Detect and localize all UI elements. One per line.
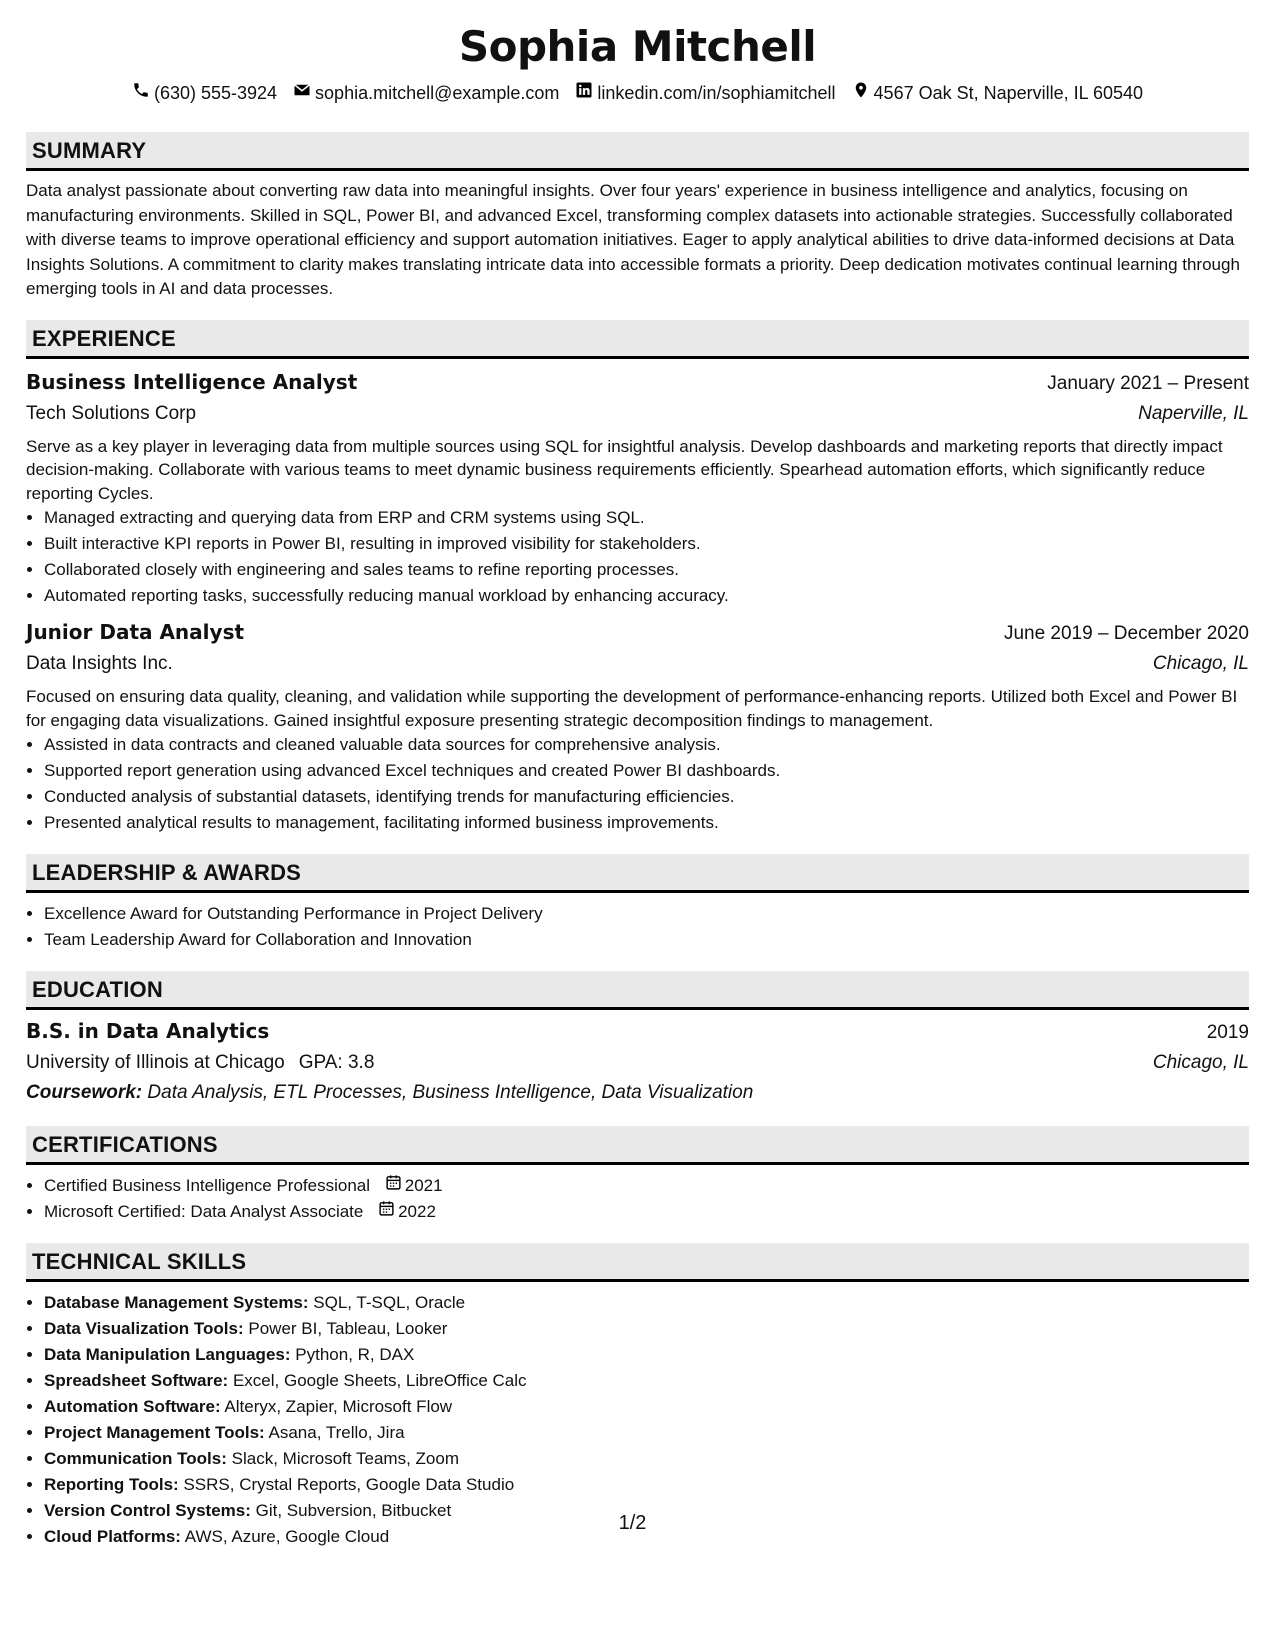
contact-phone[interactable] (132, 80, 277, 106)
skill-value: Slack, Microsoft Teams, Zoom (231, 1449, 459, 1468)
section-heading: EDUCATION (26, 971, 1249, 1010)
skill-value: Alteryx, Zapier, Microsoft Flow (224, 1397, 453, 1416)
skill-label: Version Control Systems: (44, 1501, 251, 1520)
certification-year: 2022 (398, 1202, 436, 1221)
contact-address (852, 80, 1144, 106)
list-item (44, 1173, 1249, 1199)
job-dates: January 2021 – Present (1047, 372, 1249, 394)
candidate-name: Sophia Mitchell (458, 22, 817, 71)
skill-value: Power BI, Tableau, Looker (248, 1319, 448, 1338)
certifications-section (26, 1126, 1249, 1225)
calendar-icon (378, 1199, 395, 1225)
skill-label: Data Manipulation Languages: (44, 1345, 291, 1364)
coursework-text: Data Analysis, ETL Processes, Business Intelligence, Data Visualization (147, 1082, 754, 1103)
skill-value: SSRS, Crystal Reports, Google Data Studio (183, 1475, 515, 1494)
linkedin-icon (575, 80, 593, 106)
skill-label: Spreadsheet Software: (44, 1371, 229, 1390)
phone-text: (630) 555-3924 (153, 83, 278, 103)
list-item (44, 1316, 1249, 1342)
list-item: • Team Leadership Award for Collaboration and Innovation (44, 927, 1249, 953)
list-item (44, 1290, 1249, 1316)
awards-list (26, 901, 1249, 953)
job-location: Naperville, IL (1138, 402, 1249, 424)
school-line (26, 1048, 374, 1078)
skill-label: Database Management Systems: (44, 1293, 309, 1312)
list-item (44, 1199, 1249, 1225)
job-location: Chicago, IL (1152, 653, 1249, 674)
skill-label: Automation Software: (44, 1397, 221, 1416)
list-item: • Built interactive KPI reports in Power BI, resulting in improved visibility for stakeholders. (44, 531, 1249, 557)
skills-list (26, 1290, 1249, 1550)
list-item (44, 1342, 1249, 1368)
section-heading: EXPERIENCE (26, 320, 1249, 359)
skills-section (26, 1243, 1249, 1550)
gpa: GPA: 3.8 (298, 1052, 375, 1073)
list-item (44, 1368, 1249, 1394)
email-text: sophia.mitchell@example.com (315, 83, 560, 103)
list-item: • Conducted analysis of substantial datasets, identifying trends for manufacturing efficiencies. (44, 784, 1249, 810)
summary-section (26, 132, 1249, 302)
school-location: Chicago, IL (1152, 1052, 1249, 1073)
list-item: • Collaborated closely with engineering and sales teams to refine reporting processes. (44, 557, 1249, 583)
list-item (44, 1472, 1249, 1498)
section-heading: SUMMARY (26, 132, 1249, 171)
envelope-icon (293, 80, 311, 106)
job-bullets (26, 505, 1249, 609)
contact-email[interactable] (293, 80, 559, 106)
job-title: Business Intelligence Analyst (26, 369, 358, 394)
skill-label: Reporting Tools: (44, 1475, 179, 1494)
job-title: Junior Data Analyst (26, 620, 245, 644)
job-dates: June 2019 – December 2020 (1003, 623, 1249, 644)
contact-linkedin[interactable] (575, 80, 835, 106)
coursework-line (26, 1078, 1249, 1108)
contact-bar (26, 80, 1249, 106)
job-entry (26, 367, 1249, 610)
job-entry (26, 617, 1249, 836)
skill-value: Python, R, DAX (295, 1345, 415, 1364)
skill-label: Data Visualization Tools: (44, 1319, 244, 1338)
skill-label: Project Management Tools: (44, 1423, 265, 1442)
address-text: 4567 Oak St, Naperville, IL 60540 (873, 83, 1144, 103)
list-item: • Supported report generation using advanced Excel techniques and created Power BI dashboards. (44, 758, 1249, 784)
skill-value: AWS, Azure, Google Cloud (184, 1527, 390, 1546)
list-item (44, 1446, 1249, 1472)
coursework-label: Coursework: (26, 1082, 143, 1103)
degree-name: B.S. in Data Analytics (26, 1019, 270, 1043)
experience-section (26, 320, 1249, 837)
skill-value: Git, Subversion, Bitbucket (255, 1501, 452, 1520)
skill-value: Excel, Google Sheets, LibreOffice Calc (232, 1371, 527, 1390)
linkedin-text: linkedin.com/in/sophiamitchell (597, 83, 836, 103)
skill-label: Cloud Platforms: (44, 1527, 181, 1546)
skill-value: SQL, T-SQL, Oracle (313, 1293, 466, 1312)
list-item: • Excellence Award for Outstanding Performance in Project Delivery (44, 901, 1249, 927)
skill-label: Communication Tools: (44, 1449, 227, 1468)
list-item (44, 1420, 1249, 1446)
education-section (26, 971, 1249, 1108)
list-item: • Assisted in data contracts and cleaned valuable data sources for comprehensive analysis. (44, 732, 1249, 758)
certification-year: 2021 (404, 1176, 443, 1195)
job-description: Serve as a key player in leveraging data from multiple sources using SQL for insightful analysis. Develop dashboards and marketing reports that directly impact decision-making. Collaborate with various teams to meet dynamic business requirements efficiently. Spearhead automation efforts, which significantly reduce reporting Cycles. (26, 436, 1223, 503)
list-item (44, 1394, 1249, 1420)
list-item: • Automated reporting tasks, successfully reducing manual workload by enhancing accuracy. (44, 583, 1249, 609)
map-pin-icon (852, 80, 870, 106)
certification-name: Certified Business Intelligence Professional (44, 1176, 371, 1195)
resume-document (26, 20, 1249, 1550)
certification-date (378, 1199, 436, 1225)
section-heading: TECHNICAL SKILLS (26, 1243, 1249, 1282)
school-name: University of Illinois at Chicago (26, 1052, 285, 1073)
summary-text: Data analyst passionate about converting raw data into meaningful insights. Over four years' experience in business intelligence and analytics, focusing on manufacturing environments. Skilled in SQL, Power BI, and advanced Excel, transforming complex datasets into actionable strategies. Successfully collaborated with diverse teams to improve operational efficiency and support automation initiatives. Eager to apply analytical abilities to drive data-informed decisions at Data Insights Solutions. A commitment to clarity makes translating intricate data into accessible formats a priority. Deep dedication motivates continual learning through emerging tools in AI and data processes. (26, 181, 1240, 298)
phone-icon (132, 80, 150, 106)
skill-value: Asana, Trello, Jira (268, 1423, 405, 1442)
leadership-section (26, 854, 1249, 953)
certification-date (385, 1173, 443, 1199)
job-description: Focused on ensuring data quality, cleaning, and validation while supporting the development of performance-enhancing reports. Utilized both Excel and Power BI for engaging data visualizations. Gained insightful exposure presenting strategic decomposition findings to management. (26, 687, 1238, 730)
list-item: • Presented analytical results to management, facilitating informed business improvements. (44, 810, 1249, 836)
section-heading: LEADERSHIP & AWARDS (26, 854, 1249, 893)
certification-name: Microsoft Certified: Data Analyst Associate (44, 1202, 364, 1221)
graduation-year: 2019 (1206, 1022, 1249, 1043)
list-item: • Managed extracting and querying data from ERP and CRM systems using SQL. (44, 505, 1249, 531)
calendar-icon (385, 1173, 402, 1199)
section-heading: CERTIFICATIONS (26, 1126, 1249, 1165)
company-name: Data Insights Inc. (26, 653, 173, 674)
job-bullets (26, 732, 1249, 836)
company-name: Tech Solutions Corp (26, 402, 197, 424)
page-number: 1/2 (618, 1512, 647, 1534)
certifications-list (26, 1173, 1249, 1225)
